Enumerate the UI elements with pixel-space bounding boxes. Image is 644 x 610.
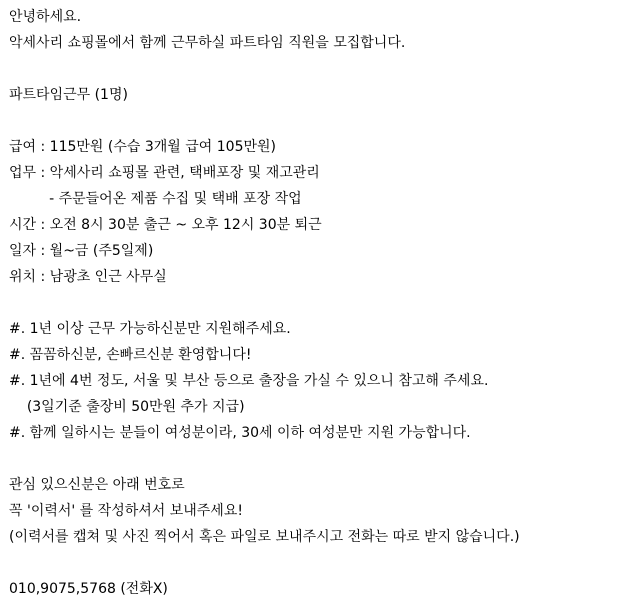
greeting-line: 안녕하세요. (9, 9, 82, 25)
note-welcome-line: #. 꼼꼼하신분, 손빠르신분 환영합니다! (9, 347, 252, 363)
location-line: 위치 : 남광초 인근 사무실 (9, 269, 167, 285)
spacer (9, 56, 636, 82)
contact-method-line: (이력서를 캡쳐 및 사진 찍어서 혹은 파일로 보내주시고 전화는 따로 받지 않습니다.) (9, 529, 520, 545)
note-trip-pay-line: (3일기준 출장비 50만원 추가 지급) (9, 399, 245, 415)
spacer (9, 290, 636, 316)
contact-intro-line: 관심 있으신분은 아래 번호로 (9, 477, 185, 493)
hours-line: 시간 : 오전 8시 30분 출근 ~ 오후 12시 30분 퇴근 (9, 217, 322, 233)
contact-resume-line: 꼭 '이력서' 를 작성하셔서 보내주세요! (9, 503, 243, 519)
spacer (9, 446, 636, 472)
note-trip-line: #. 1년에 4번 정도, 서울 및 부산 등으로 출장을 가실 수 있으니 참고해 주세요. (9, 373, 489, 389)
duties-line: 업무 : 악세사리 쇼핑몰 관련, 택배포장 및 재고관리 (9, 165, 320, 181)
salary-line: 급여 : 115만원 (수습 3개월 급여 105만원) (9, 139, 276, 155)
spacer (9, 108, 636, 134)
spacer (9, 550, 636, 576)
note-tenure-line: #. 1년 이상 근무 가능하신분만 지원해주세요. (9, 321, 291, 337)
phone-number-line: 010,9075,5768 (전화X) (9, 581, 168, 597)
days-line: 일자 : 월~금 (주5일제) (9, 243, 154, 259)
duties-detail-line: - 주문들어온 제품 수집 및 택배 포장 작업 (9, 191, 302, 207)
note-gender-line: #. 함께 일하시는 분들이 여성분이라, 30세 이하 여성분만 지원 가능합니다. (9, 425, 471, 441)
intro-line: 악세사리 쇼핑몰에서 함께 근무하실 파트타임 직원을 모집합니다. (9, 35, 406, 51)
position-title-line: 파트타임근무 (1명) (9, 87, 128, 103)
